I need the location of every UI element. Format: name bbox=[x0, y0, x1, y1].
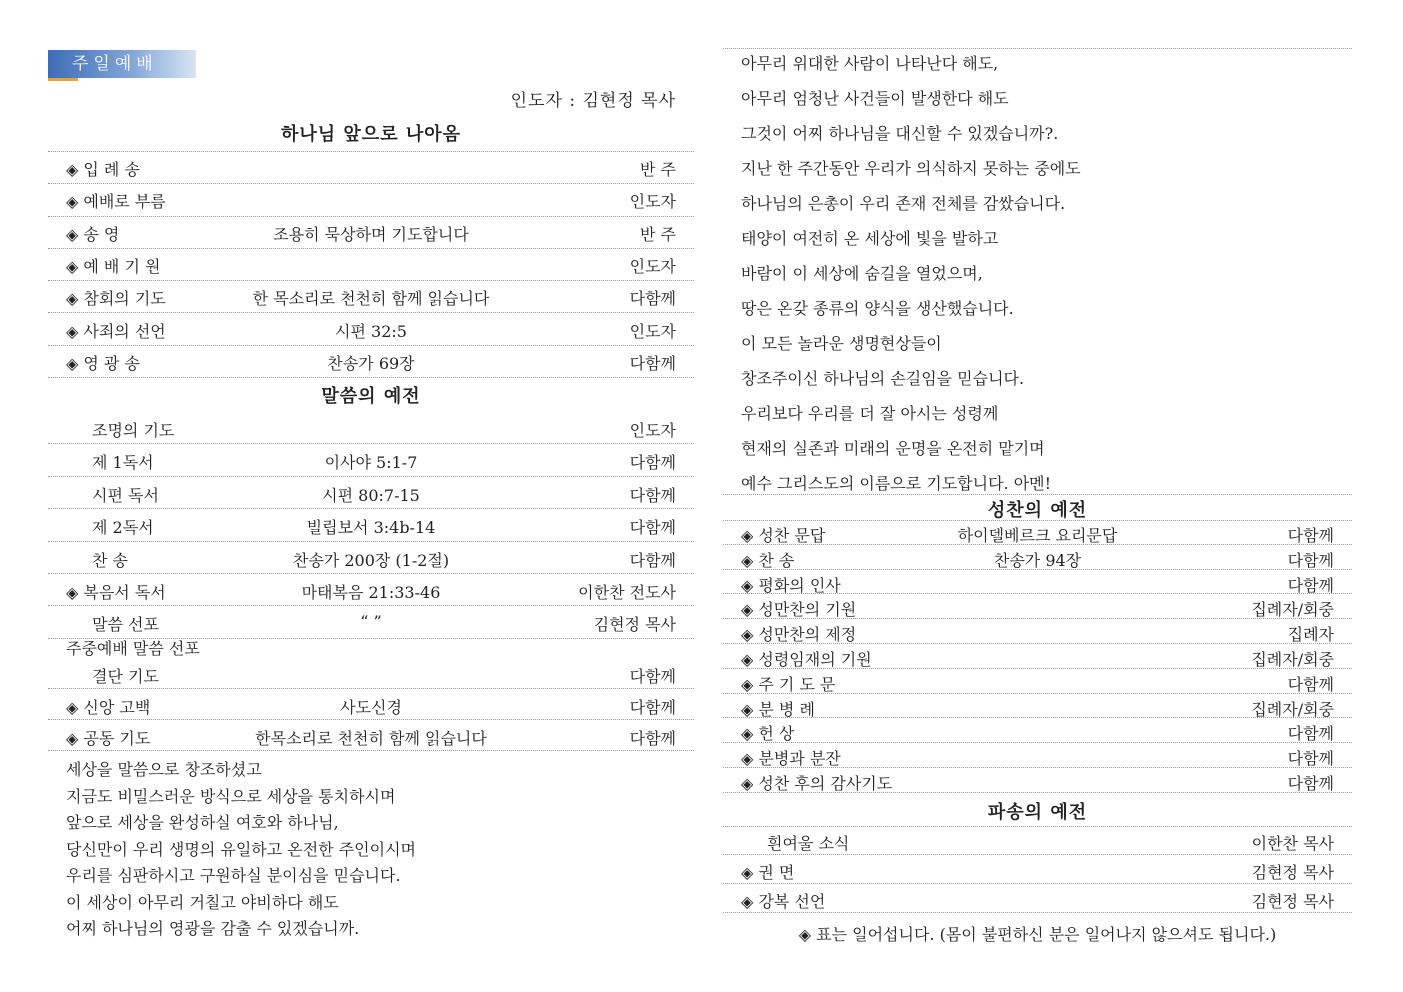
order-row bbox=[48, 689, 694, 720]
item-name: ◈ 성찬 후의 감사기도 bbox=[741, 774, 893, 793]
item-performer: 이한찬 목사 bbox=[1251, 834, 1334, 853]
item-performer: 다함께 bbox=[629, 518, 676, 538]
item-description: 시편 80:7-15 bbox=[322, 485, 420, 505]
divider bbox=[723, 494, 1352, 495]
prayer-line: 어찌 하나님의 영광을 감출 수 있겠습니까. bbox=[66, 919, 360, 938]
section-title-word: 말씀의 예전 bbox=[321, 386, 421, 407]
item-name: ◈ 강복 선언 bbox=[741, 892, 826, 911]
prayer-line: 땅은 온갖 종류의 양식을 생산했습니다. bbox=[741, 299, 1014, 318]
item-name: ◈ 평화의 인사 bbox=[741, 575, 841, 595]
order-row bbox=[48, 658, 694, 689]
order-row bbox=[723, 545, 1352, 570]
item-name: ◈ 권 면 bbox=[741, 863, 795, 882]
item-name: ◈ 성령임재의 기원 bbox=[741, 650, 872, 669]
item-performer: 다함께 bbox=[1287, 749, 1334, 769]
order-row bbox=[723, 694, 1352, 719]
item-description: 빌립보서 3:4b-14 bbox=[306, 518, 436, 538]
item-performer: 다함께 bbox=[1287, 674, 1334, 694]
item-performer: 다함께 bbox=[1287, 575, 1334, 595]
item-name: ◈ 공동 기도 bbox=[66, 729, 151, 748]
item-performer: 반 주 bbox=[640, 224, 676, 244]
order-row bbox=[723, 768, 1352, 793]
item-name: ◈ 찬 송 bbox=[741, 550, 795, 570]
prayer-line: 앞으로 세상을 완성하실 여호와 하나님, bbox=[66, 813, 339, 832]
item-description: 시편 32:5 bbox=[335, 321, 407, 341]
item-description: 하이델베르크 요리문답 bbox=[957, 526, 1118, 545]
item-performer: 다함께 bbox=[1287, 526, 1334, 545]
prayer-line: 하나님의 은총이 우리 존재 전체를 감쌌습니다. bbox=[741, 194, 1066, 213]
order-row bbox=[48, 249, 694, 281]
item-name: ◈ 헌 상 bbox=[741, 724, 795, 744]
prayer-line: 당신만이 우리 생명의 유일하고 온전한 주인이시며 bbox=[66, 839, 417, 859]
section-title-sending: 파송의 예전 bbox=[987, 802, 1088, 823]
item-performer: 집례자 bbox=[1287, 625, 1334, 645]
item-performer: 다함께 bbox=[629, 698, 676, 717]
prayer-line: 우리보다 우리를 더 잘 아시는 성령께 bbox=[741, 404, 999, 423]
item-performer: 김현정 목사 bbox=[593, 615, 676, 635]
item-performer: 다함께 bbox=[629, 353, 676, 373]
item-performer: 다함께 bbox=[1287, 774, 1334, 793]
item-performer: 다함께 bbox=[1287, 724, 1334, 744]
order-row bbox=[723, 743, 1352, 768]
order-row bbox=[48, 606, 694, 638]
item-name: 제 2독서 bbox=[92, 518, 154, 538]
service-badge: 주일예배 bbox=[48, 50, 196, 78]
prayer-line: 우리를 심판하시고 구원하실 분이심을 믿습니다. bbox=[66, 866, 401, 885]
item-name: ◈ 사죄의 선언 bbox=[66, 321, 166, 341]
item-description: 찬송가 94장 bbox=[993, 550, 1082, 570]
item-name: ◈ 입 례 송 bbox=[66, 160, 140, 179]
item-name: 제 1독서 bbox=[92, 453, 154, 473]
item-name: ◈ 성만찬의 제정 bbox=[741, 625, 857, 645]
item-description: 조용히 묵상하며 기도합니다 bbox=[273, 224, 469, 244]
order-row bbox=[723, 826, 1352, 855]
item-name: 결단 기도 bbox=[92, 667, 159, 686]
item-performer: 인도자 bbox=[629, 421, 676, 440]
item-performer: 김현정 목사 bbox=[1251, 863, 1334, 882]
order-row bbox=[48, 444, 694, 476]
order-row bbox=[48, 412, 694, 444]
prayer-line: 세상을 말씀으로 창조하셨고 bbox=[66, 760, 262, 779]
item-name: ◈ 분병과 분잔 bbox=[741, 749, 841, 769]
badge-accent bbox=[48, 78, 78, 81]
item-name: ◈ 예배로 부름 bbox=[66, 192, 166, 212]
item-performer: 인도자 bbox=[629, 321, 676, 341]
item-name: 조명의 기도 bbox=[92, 421, 175, 440]
item-performer: 다함께 bbox=[629, 729, 676, 748]
order-row bbox=[723, 669, 1352, 694]
prayer-line: 태양이 여전히 온 세상에 빛을 발하고 bbox=[741, 229, 999, 248]
order-row bbox=[48, 281, 694, 313]
item-name: ◈ 성만찬의 기원 bbox=[741, 600, 857, 620]
item-name: ◈ 성찬 문답 bbox=[741, 526, 826, 545]
prayer-line: 그것이 어찌 하나님을 대신할 수 있겠습니까?. bbox=[741, 124, 1059, 143]
order-row bbox=[48, 574, 694, 606]
item-description: 사도신경 bbox=[340, 698, 402, 717]
order-row bbox=[723, 520, 1352, 545]
item-performer: 집례자/회중 bbox=[1251, 699, 1334, 719]
prayer-line: 바람이 이 세상에 숨길을 열었으며, bbox=[741, 264, 983, 283]
order-row bbox=[723, 594, 1352, 619]
item-name: ◈ 주 기 도 문 bbox=[741, 674, 836, 694]
item-name: 시편 독서 bbox=[92, 485, 159, 505]
item-description: “ ” bbox=[360, 612, 382, 632]
item-name: ◈ 예 배 기 원 bbox=[66, 256, 161, 276]
item-performer: 인도자 bbox=[629, 256, 676, 276]
item-performer: 다함께 bbox=[629, 453, 676, 473]
sermon-note: 주중예배 말씀 선포 bbox=[66, 639, 200, 658]
prayer-line: 현재의 실존과 미래의 운명을 온전히 맡기며 bbox=[741, 439, 1045, 458]
item-description: 찬송가 200장 (1-2절) bbox=[292, 550, 450, 570]
section-title-communion: 성찬의 예전 bbox=[987, 500, 1088, 521]
item-description: 한목소리로 천천히 함께 읽습니다 bbox=[255, 729, 487, 748]
prayer-line: 예수 그리스도의 이름으로 기도합니다. 아멘! bbox=[741, 474, 1052, 493]
order-row bbox=[48, 346, 694, 378]
prayer-line: 아무리 위대한 사람이 나타난다 해도, bbox=[741, 54, 999, 73]
item-name: ◈ 신앙 고백 bbox=[66, 698, 151, 717]
order-row bbox=[48, 314, 694, 346]
item-name: ◈ 복음서 독서 bbox=[66, 583, 166, 602]
prayer-line: 이 모든 놀라운 생명현상들이 bbox=[741, 334, 942, 353]
item-performer: 인도자 bbox=[629, 192, 676, 212]
order-row bbox=[723, 855, 1352, 884]
order-row bbox=[48, 184, 694, 216]
prayer-line: 아무리 엄청난 사건들이 발생한다 해도 bbox=[741, 89, 1009, 108]
order-row bbox=[48, 152, 694, 184]
order-row bbox=[48, 720, 694, 751]
item-description: 한 목소리로 천천히 함께 읽습니다 bbox=[252, 289, 490, 309]
item-name: ◈ 영 광 송 bbox=[66, 353, 140, 373]
item-performer: 집례자/회중 bbox=[1251, 650, 1334, 669]
order-row bbox=[48, 509, 694, 541]
item-performer: 다함께 bbox=[629, 550, 676, 570]
item-name: ◈ 분 병 례 bbox=[741, 699, 815, 719]
section-title-approach: 하나님 앞으로 나아옴 bbox=[280, 124, 462, 145]
order-row bbox=[723, 718, 1352, 743]
item-name: 흰여울 소식 bbox=[767, 834, 850, 853]
item-performer: 이한찬 전도사 bbox=[578, 583, 676, 602]
item-performer: 다함께 bbox=[629, 289, 676, 309]
divider bbox=[723, 48, 1352, 49]
prayer-line: 지금도 비밀스러운 방식으로 세상을 통치하시며 bbox=[66, 786, 396, 806]
item-performer: 집례자/회중 bbox=[1251, 600, 1334, 620]
item-description: 이사야 5:1-7 bbox=[324, 453, 418, 473]
item-performer: 다함께 bbox=[629, 485, 676, 505]
order-row bbox=[723, 570, 1352, 595]
order-row bbox=[723, 619, 1352, 644]
order-row bbox=[48, 217, 694, 249]
footer-note: ◈ 표는 일어섭니다. (몸이 불편하신 분은 일어나지 않으셔도 됩니다.) bbox=[798, 925, 1277, 944]
item-performer: 다함께 bbox=[629, 667, 676, 686]
prayer-line: 지난 한 주간동안 우리가 의식하지 못하는 중에도 bbox=[741, 159, 1081, 178]
order-row bbox=[723, 644, 1352, 669]
item-description: 찬송가 69장 bbox=[327, 353, 415, 373]
prayer-line: 창조주이신 하나님의 손길임을 믿습니다. bbox=[741, 369, 1025, 388]
item-description: 마태복음 21:33-46 bbox=[301, 583, 441, 602]
item-performer: 다함께 bbox=[1287, 550, 1334, 570]
order-row bbox=[48, 542, 694, 574]
item-name: ◈ 송 영 bbox=[66, 224, 120, 244]
order-row bbox=[48, 477, 694, 509]
item-performer: 반 주 bbox=[640, 160, 676, 179]
item-performer: 김현정 목사 bbox=[1251, 892, 1334, 911]
item-name: 찬 송 bbox=[92, 550, 128, 570]
item-name: ◈ 참회의 기도 bbox=[66, 289, 166, 309]
order-row bbox=[723, 884, 1352, 913]
leader-line: 인도자 : 김현정 목사 bbox=[510, 91, 676, 111]
item-name: 말씀 선포 bbox=[92, 615, 159, 635]
prayer-line: 이 세상이 아무리 거칠고 야비하다 해도 bbox=[66, 892, 339, 912]
